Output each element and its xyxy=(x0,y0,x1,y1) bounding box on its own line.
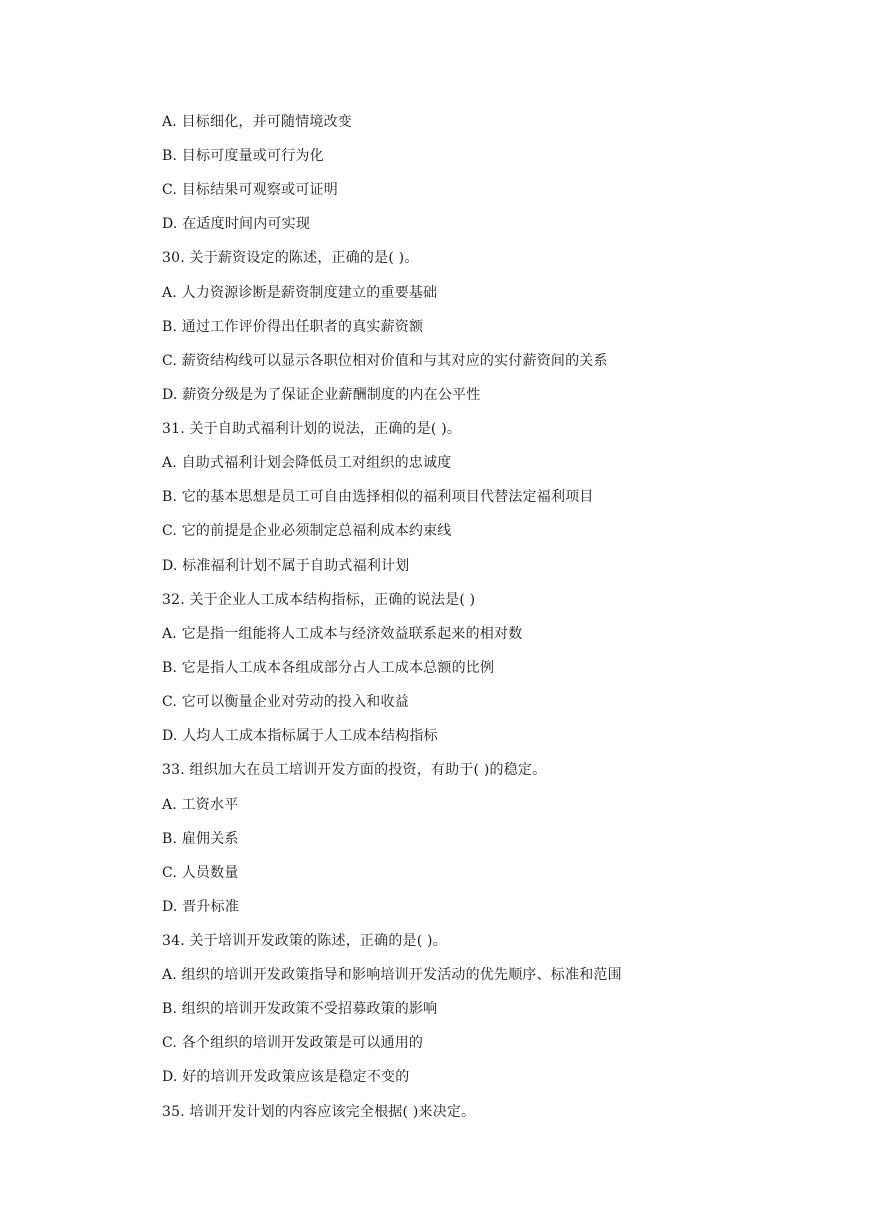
option-line: B. 组织的培训开发政策不受招募政策的影响 xyxy=(162,1001,438,1017)
question-line: 30. 关于薪资设定的陈述，正确的是( )。 xyxy=(162,250,419,266)
option-line: A. 它是指一组能将人工成本与经济效益联系起来的相对数 xyxy=(162,626,523,642)
option-line: D. 标准福利计划不属于自助式福利计划 xyxy=(162,558,410,574)
option-line: A. 目标细化，并可随情境改变 xyxy=(162,114,353,130)
option-line: D. 人均人工成本指标属于人工成本结构指标 xyxy=(162,728,438,744)
option-line: B. 通过工作评价得出任职者的真实薪资额 xyxy=(162,319,424,335)
option-line: C. 各个组织的培训开发政策是可以通用的 xyxy=(162,1035,424,1051)
option-line: C. 薪资结构线可以显示各职位相对价值和与其对应的实付薪资间的关系 xyxy=(162,353,608,369)
option-line: C. 人员数量 xyxy=(162,865,239,881)
option-line: C. 它可以衡量企业对劳动的投入和收益 xyxy=(162,694,409,710)
option-line: D. 在适度时间内可实现 xyxy=(162,216,311,232)
option-line: A. 工资水平 xyxy=(162,797,239,813)
question-line: 31. 关于自助式福利计划的说法，正确的是( )。 xyxy=(162,421,462,437)
option-line: C. 目标结果可观察或可证明 xyxy=(162,182,338,198)
option-line: C. 它的前提是企业必须制定总福利成本约束线 xyxy=(162,523,452,539)
question-line: 34. 关于培训开发政策的陈述，正确的是( )。 xyxy=(162,933,447,949)
option-line: A. 组织的培训开发政策指导和影响培训开发活动的优先顺序、标准和范围 xyxy=(162,967,622,983)
option-line: A. 自助式福利计划会降低员工对组织的忠诚度 xyxy=(162,455,452,471)
option-line: B. 目标可度量或可行为化 xyxy=(162,148,324,164)
option-line: D. 好的培训开发政策应该是稳定不变的 xyxy=(162,1069,410,1085)
option-line: D. 薪资分级是为了保证企业薪酬制度的内在公平性 xyxy=(162,387,481,403)
question-line: 32. 关于企业人工成本结构指标，正确的说法是( ) xyxy=(162,592,476,608)
option-line: D. 晋升标准 xyxy=(162,899,240,915)
question-line: 35. 培训开发计划的内容应该完全根据( )来决定。 xyxy=(162,1104,476,1120)
option-line: B. 它是指人工成本各组成部分占人工成本总额的比例 xyxy=(162,660,495,676)
question-line: 33. 组织加大在员工培训开发方面的投资，有助于( )的稳定。 xyxy=(162,762,547,778)
option-line: A. 人力资源诊断是薪资制度建立的重要基础 xyxy=(162,285,438,301)
option-line: B. 雇佣关系 xyxy=(162,831,239,847)
option-line: B. 它的基本思想是员工可自由选择相似的福利项目代替法定福利项目 xyxy=(162,489,594,505)
